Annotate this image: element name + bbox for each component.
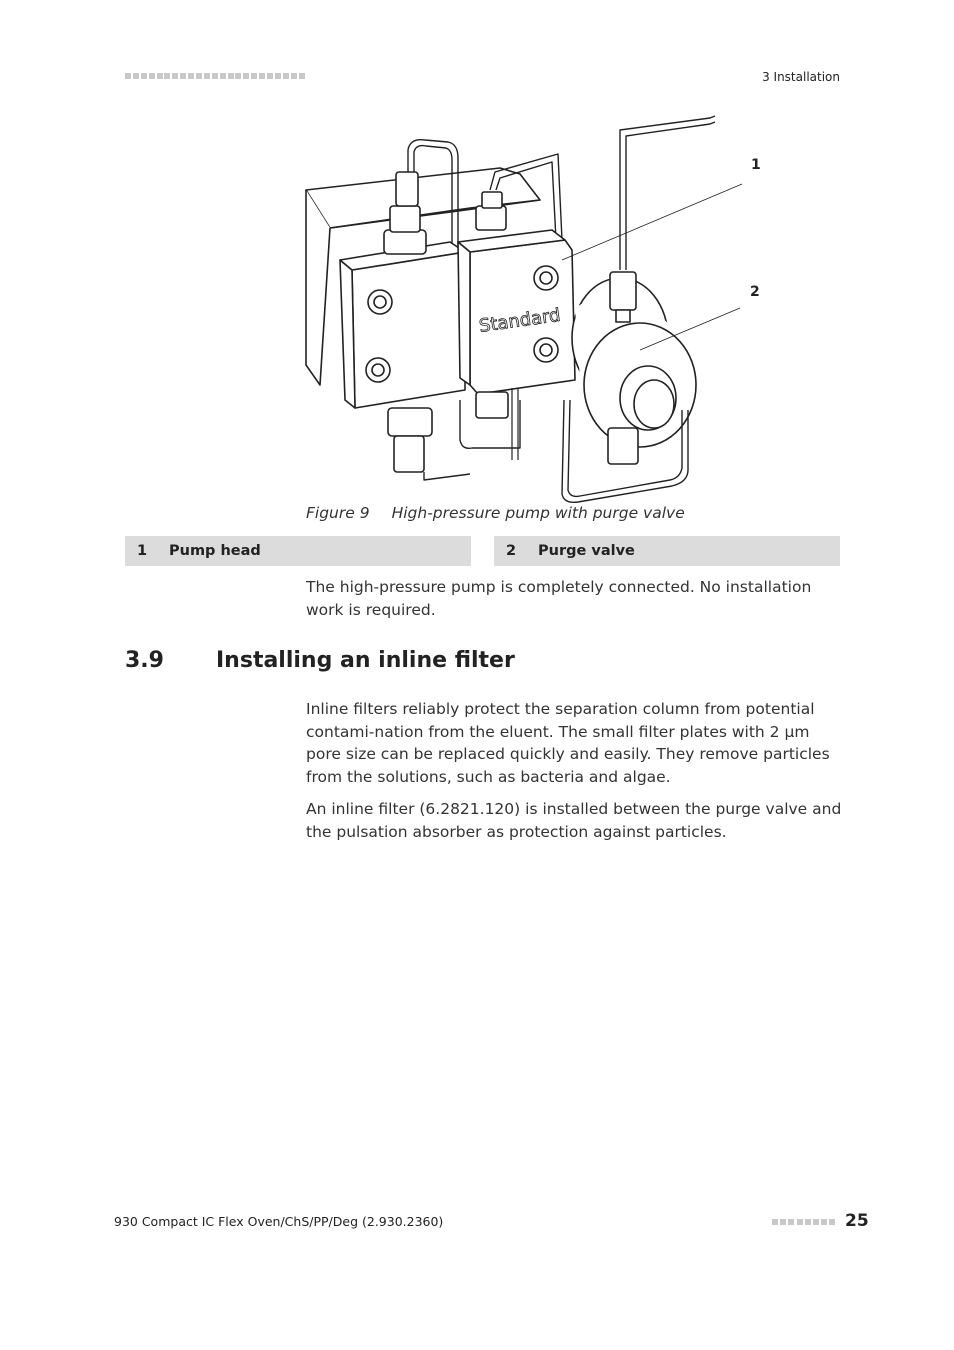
section-heading	[125, 648, 515, 673]
legend-item-purge-valve	[494, 536, 840, 566]
figure-caption	[306, 504, 685, 522]
legend-label: Pump head	[169, 543, 261, 559]
intro-paragraph: The high-pressure pump is completely connected. No installation work is required.	[306, 578, 812, 619]
header-decoration	[125, 73, 307, 80]
section-paragraph-2: An inline filter (6.2821.120) is installed between the purge valve and the pulsation absorber as protection against particles.	[306, 800, 842, 841]
device-label: Standard	[477, 304, 562, 337]
legend-number: 2	[506, 543, 517, 559]
footer-document-title: 930 Compact IC Flex Oven/ChS/PP/Deg (2.930.2360)	[114, 1214, 444, 1229]
figure-caption-text: High-pressure pump with purge valve	[391, 504, 685, 522]
callout-1: 1	[751, 157, 761, 173]
legend-label: Purge valve	[538, 543, 635, 559]
legend-number: 1	[137, 543, 148, 559]
section-paragraph-1: Inline filters reliably protect the separation column from potential contami-nation from the eluent. The small filter plates with 2 μm pore size can be replaced quickly and easily. They remove particles from the solutions, such as bacteria and algae.	[306, 700, 830, 786]
figure-number: Figure 9	[306, 504, 370, 522]
page-number: 25	[845, 1211, 869, 1231]
callout-2: 2	[750, 284, 760, 300]
header-section-title: 3 Installation	[762, 70, 840, 84]
footer-decoration	[772, 1219, 840, 1226]
section-number: 3.9	[125, 648, 164, 673]
pump-illustration	[290, 110, 770, 505]
legend-item-pump-head	[125, 536, 471, 566]
section-title: Installing an inline filter	[216, 648, 515, 673]
